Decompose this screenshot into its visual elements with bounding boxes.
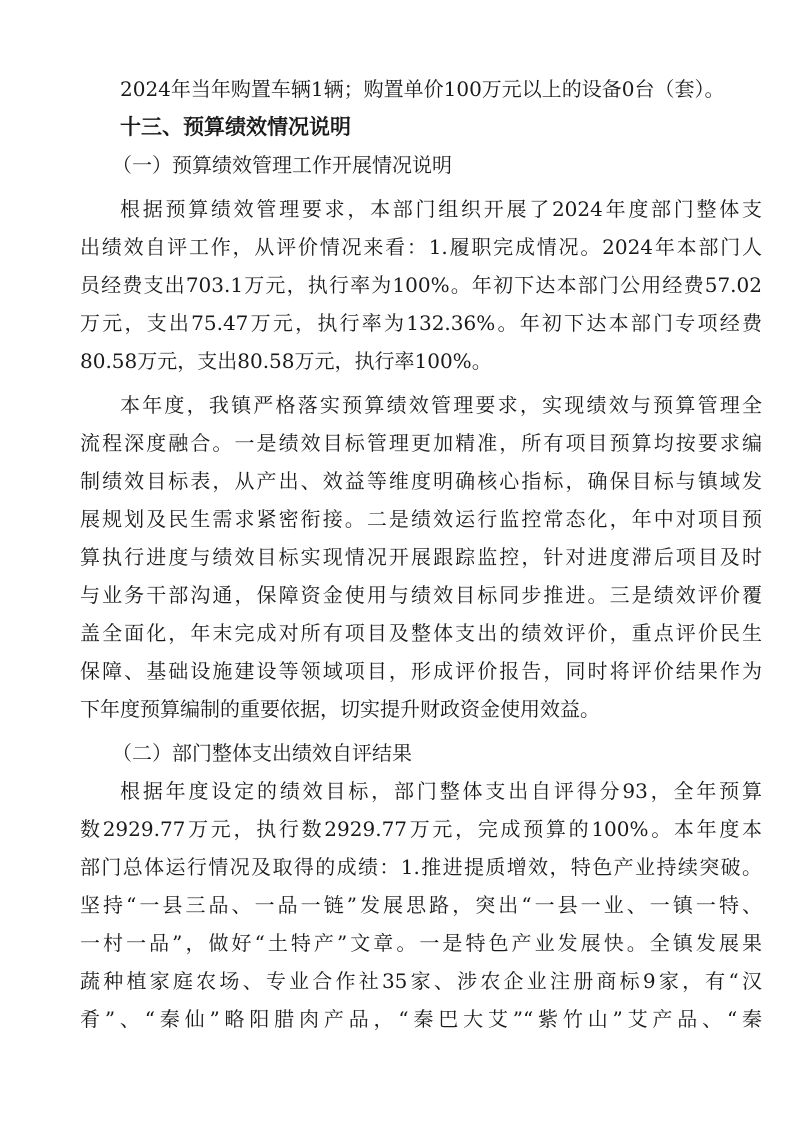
text-line: 制绩效目标表，从产出、效益等维度明确核心指标，确保目标与镇域发 [80,469,762,493]
text-line: 蔬种植家庭农场、专业合作社35家、涉农企业注册商标9家，有“汉 [80,969,762,993]
text-line: 盖全面化，年末完成对所有项目及整体支出的绩效评价，重点评价民生 [80,621,762,645]
text-line: 部门总体运行情况及取得的成绩：1.推进提质增效，特色产业持续突破。 [80,855,762,879]
document-page [80,70,762,1038]
text-line: 根据预算绩效管理要求，本部门组织开展了2024年度部门整体支 [120,197,762,221]
section-heading: 十三、预算绩效情况说明 [120,115,351,139]
text-line: 万元，支出75.47万元，执行率为132.36%。年初下达本部门专项经费 [80,311,762,335]
text-line: 坚持“一县三品、一品一链”发展思路，突出“一县一业、一镇一特、 [80,893,762,917]
text-line: 本年度，我镇严格落实预算绩效管理要求，实现绩效与预算管理全 [120,393,762,417]
text-line: 出绩效自评工作，从评价情况来看：1.履职完成情况。2024年本部门人 [80,235,762,259]
text-line: 一村一品”，做好“土特产”文章。一是特色产业发展快。全镇发展果 [80,931,762,955]
text-line: 根据年度设定的绩效目标，部门整体支出自评得分93，全年预算 [120,779,762,803]
text-line: 数2929.77万元，执行数2929.77万元，完成预算的100%。本年度本 [80,817,762,841]
text-line: 展规划及民生需求紧密衔接。二是绩效运行监控常态化，年中对项目预 [80,507,762,531]
paragraph [80,386,762,728]
text-line: 与业务干部沟通，保障资金使用与绩效目标同步推进。三是绩效评价覆 [80,583,762,607]
text-line: 2024年当年购置车辆1辆；购置单价100万元以上的设备0台（套）。 [120,77,725,101]
text-line: 下年度预算编制的重要依据，切实提升财政资金使用效益。 [80,697,600,721]
text-line: 算执行进度与绩效目标实现情况开展跟踪监控，针对进度滞后项目及时 [80,545,762,569]
text-line: 肴”、“秦仙”略阳腊肉产品，“秦巴大艾”“紫竹山”艾产品、“秦 [80,1007,762,1031]
subsection-heading: （二）部门整体支出绩效自评结果 [112,741,412,765]
subsection-heading: （一）预算绩效管理工作开展情况说明 [112,153,452,177]
text-line: 保障、基础设施建设等领域项目，形成评价报告，同时将评价结果作为 [80,659,762,683]
paragraph [80,772,762,1038]
paragraph [80,190,762,380]
text-line: 80.58万元，支出80.58万元，执行率100%。 [80,349,492,373]
text-line: 流程深度融合。一是绩效目标管理更加精准，所有项目预算均按要求编 [80,431,762,455]
text-line: 员经费支出703.1万元，执行率为100%。年初下达本部门公用经费57.02 [80,273,762,297]
